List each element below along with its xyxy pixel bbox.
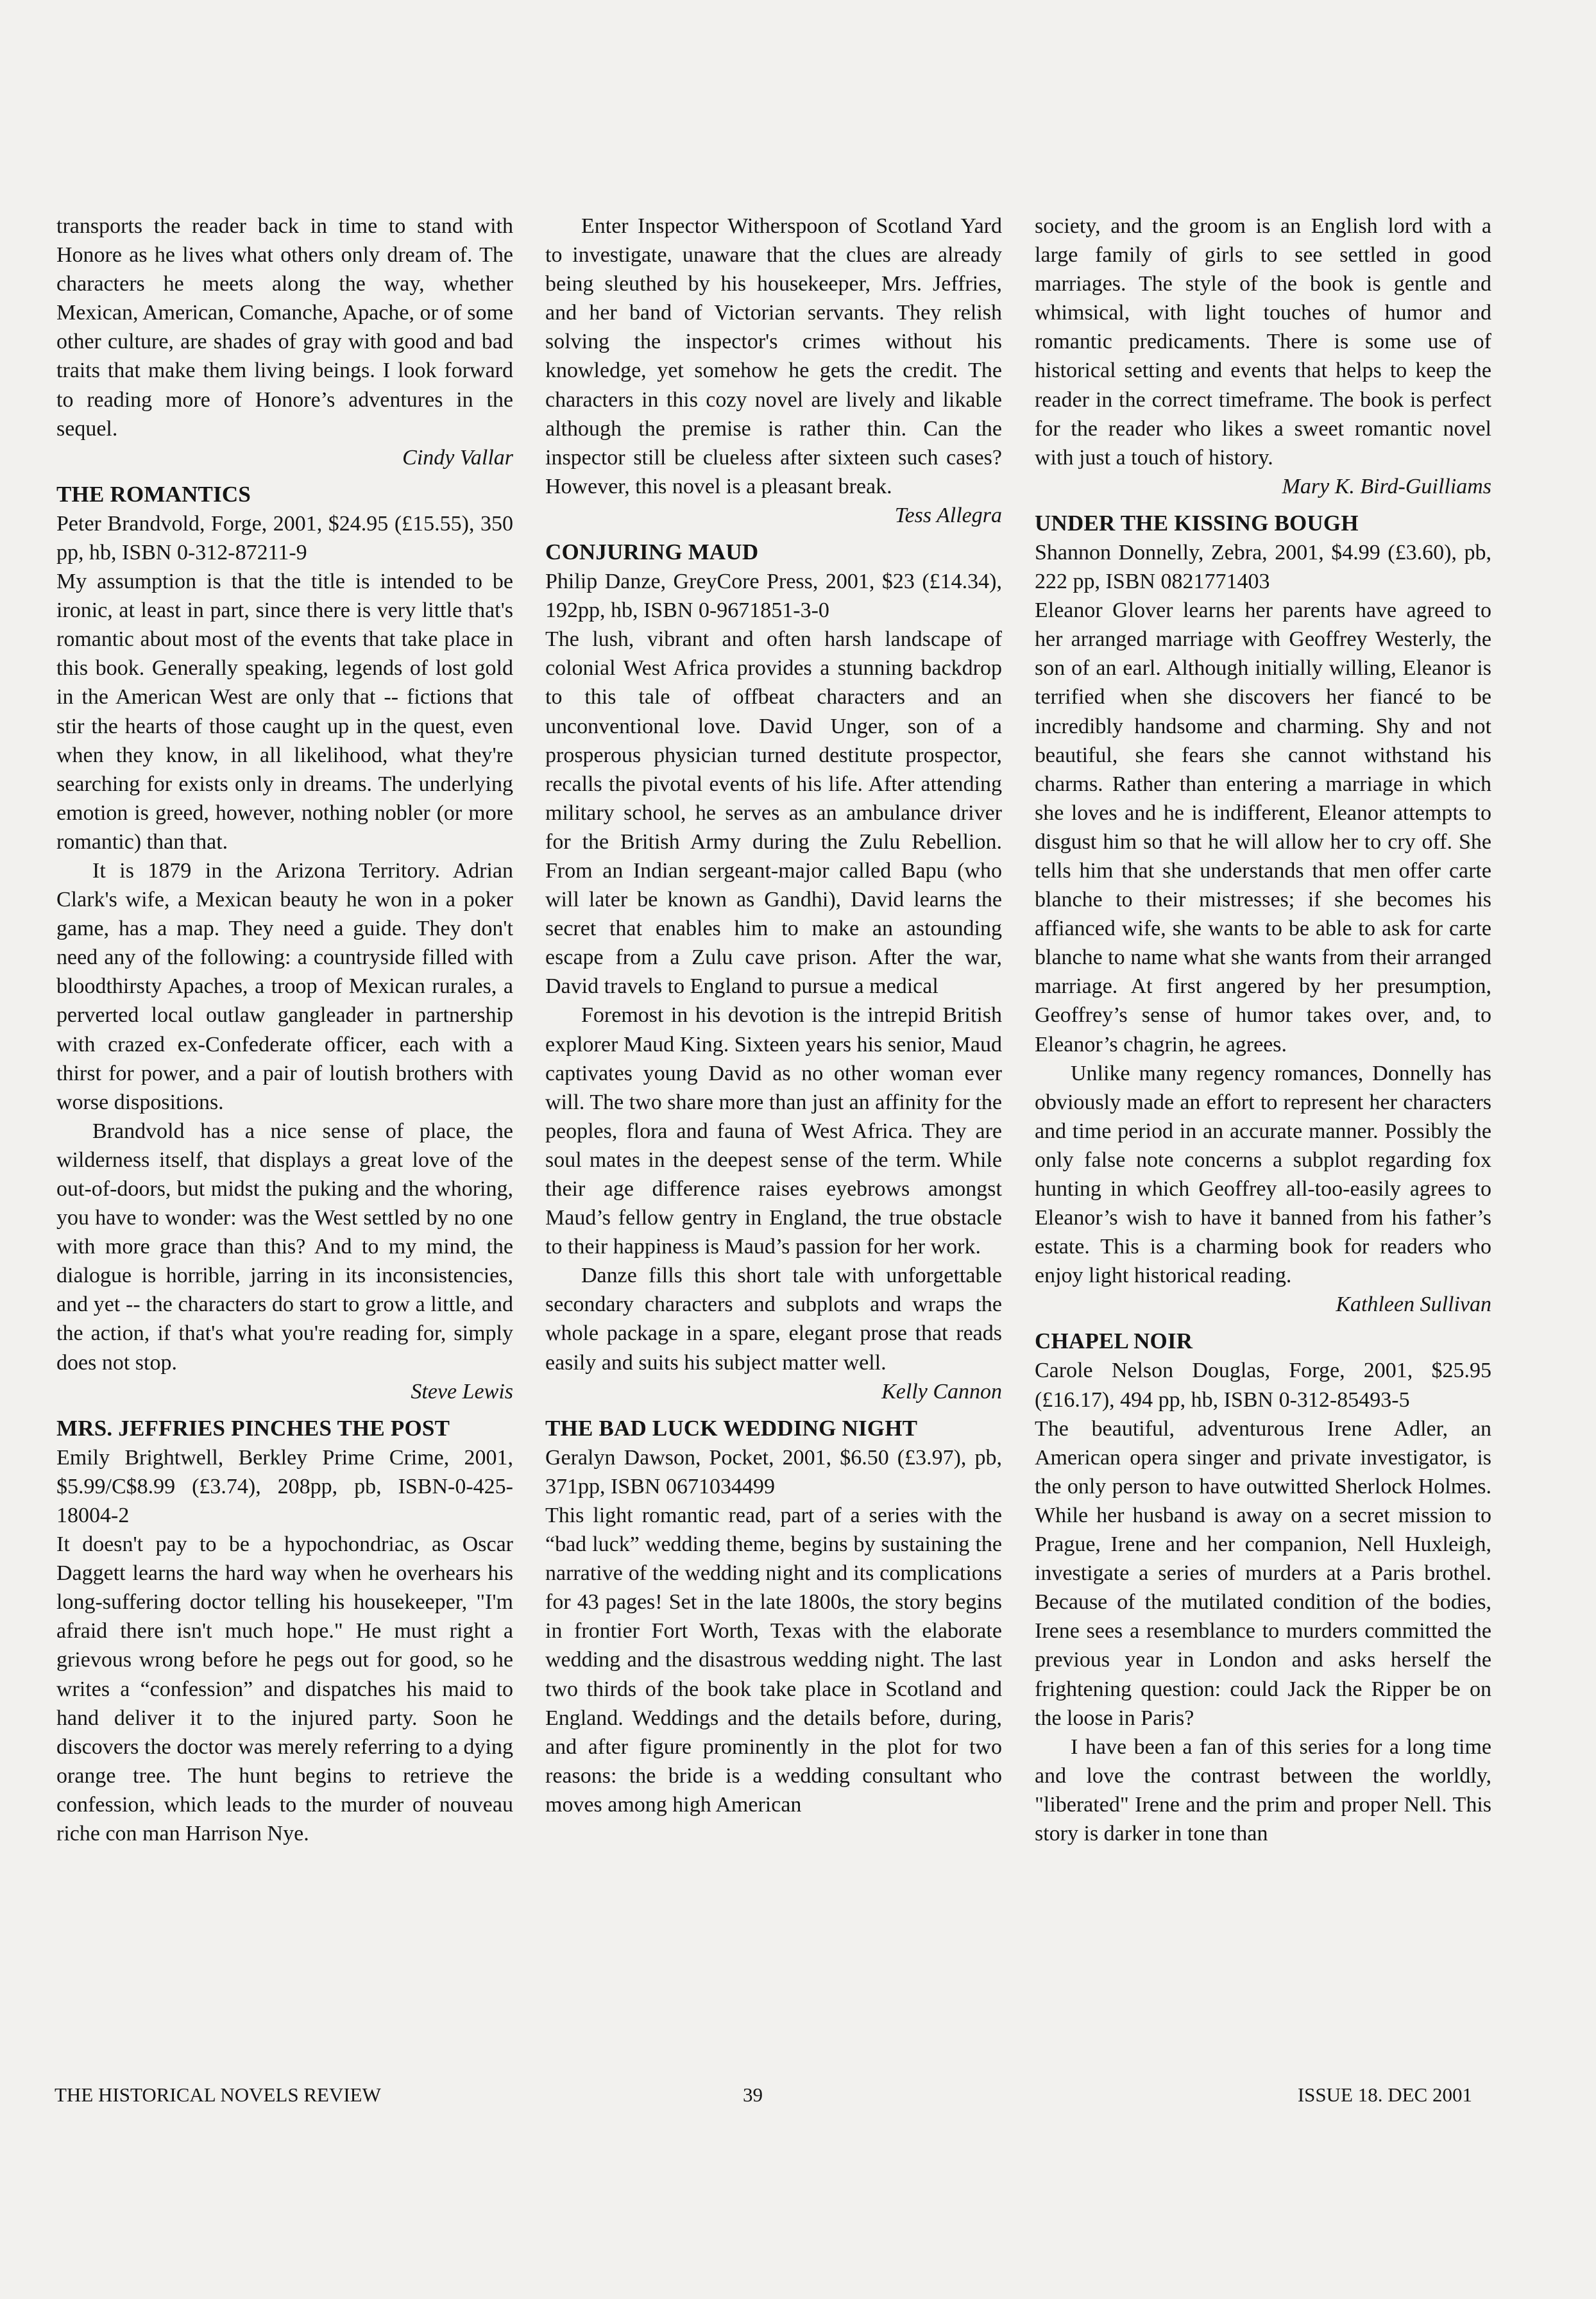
review-title: THE BAD LUCK WEDDING NIGHT bbox=[545, 1415, 918, 1441]
review-paragraph: Unlike many regency romances, Donnelly has obviously made an effort to represent her characters and time period in an accurate manner. Possibly the only false note concerns a subplot regarding fox hunting in which Geoffrey all-too-easily agrees to Eleanor’s wish to have it banned from his father’s estate. This is a charming book for readers who enjoy light historical reading. bbox=[1035, 1061, 1491, 1288]
reviewer-name: Mary K. Bird-Guilliams bbox=[1282, 474, 1491, 498]
reviewer-name: Kelly Cannon bbox=[881, 1379, 1002, 1404]
column-3 bbox=[1035, 212, 1491, 1848]
review-title: CONJURING MAUD bbox=[545, 539, 759, 565]
review-meta: Philip Danze, GreyCore Press, 2001, $23 (£14.34), 192pp, hb, ISBN 0-9671851-3-0 bbox=[545, 570, 1002, 623]
review-meta: Peter Brandvold, Forge, 2001, $24.95 (£15.55), 350 pp, hb, ISBN 0-312-87211-9 bbox=[56, 511, 513, 564]
review-paragraph: It doesn't pay to be a hypochondriac, as Oscar Daggett learns the hard way when he overhears his long-suffering doctor telling his housekeeper, "I'm afraid there isn't much hope." He must right a grievous wrong before he pegs out for good, so he writes a “confession” and dispatches his maid to hand deliver it to the injured party. Soon he discovers the doctor was merely referring to a dying orange tree. The hunt begins to retrieve the confession, which leads to the murder of nouveau riche con man Harrison Nye. bbox=[56, 1532, 513, 1845]
review-meta: Geralyn Dawson, Pocket, 2001, $6.50 (£3.97), pb, 371pp, ISBN 0671034499 bbox=[545, 1445, 1002, 1498]
column-1 bbox=[56, 212, 513, 1848]
review-paragraph: The beautiful, adventurous Irene Adler, an American opera singer and private investigator, is the only person to have outwitted Sherlock Holmes. While her husband is away on a secret mission to Prague, Irene and her companion, Nell Huxleigh, investigate a series of murders at a Paris brothel. Because of the mutilated condition of the bodies, Irene sees a resemblance to murders committed the previous year in London and asks herself the frightening question: could Jack the Ripper be on the loose in Paris? bbox=[1035, 1416, 1491, 1730]
review-paragraph: It is 1879 in the Arizona Territory. Adrian Clark's wife, a Mexican beauty he won in a poker game, has a map. They need a guide. They don't need any of the following: a countryside filled with bloodthirsty Apaches, a troop of Mexican rurales, a perverted local outlaw gangleader in partnership with crazed ex-Confederate officer, each with a thirst for power, and a pair of loutish brothers with worse dispositions. bbox=[56, 858, 513, 1114]
review-paragraph: Brandvold has a nice sense of place, the wilderness itself, that displays a great love of the out-of-doors, but midst the puking and the whoring, you have to wonder: was the West settled by no one with more grace than this? And to my mind, the dialogue is horrible, jarring in its inconsistencies, and yet -- the characters do start to grow a little, and the action, if that's what you're reading for, simply does not stop. bbox=[56, 1119, 513, 1375]
page-footer bbox=[55, 2080, 1472, 2110]
review-paragraph: I have been a fan of this series for a long time and love the contrast between the worldly, "liberated" Irene and the prim and proper Nell. This story is darker in tone than bbox=[1035, 1735, 1491, 1845]
review-meta: Carole Nelson Douglas, Forge, 2001, $25.95 (£16.17), 494 pp, hb, ISBN 0-312-85493-5 bbox=[1035, 1359, 1491, 1412]
reviewer-name: Steve Lewis bbox=[411, 1379, 513, 1404]
continued-review-text: society, and the groom is an English lord with a large family of girls to see settled in good marriages. The style of the book is gentle and whimsical, with light touches of humor and romantic predicaments. There is some use of historical setting and events that helps to keep the reader in the correct timeframe. The book is perfect for the reader who likes a sweet romantic novel with just a touch of history. bbox=[1035, 214, 1491, 470]
review-paragraph: This light romantic read, part of a series with the “bad luck” wedding theme, begins by sustaining the narrative of the wedding night and its complications for 43 pages! Set in the late 1800s, the story begins in frontier Fort Worth, Texas with the elaborate wedding and the disastrous wedding night. The last two thirds of the book take place in Scotland and England. Weddings and the details before, during, and after figure prominently in the plot for two reasons: the bride is a wedding consultant who moves among high American bbox=[545, 1503, 1002, 1817]
review-paragraph: Danze fills this short tale with unforgettable secondary characters and subplots and wraps the whole package in a spare, elegant prose that reads easily and suits his subject matter well. bbox=[545, 1264, 1002, 1375]
reviewer-name: Tess Allegra bbox=[894, 503, 1002, 527]
review-title: MRS. JEFFRIES PINCHES THE POST bbox=[56, 1415, 450, 1441]
review-title: UNDER THE KISSING BOUGH bbox=[1035, 510, 1359, 536]
continued-review-text: Enter Inspector Witherspoon of Scotland Yard to investigate, unaware that the clues are already being sleuthed by his housekeeper, Mrs. Jeffries, and her band of Victorian servants. They relish solving the inspector's crimes without his knowledge, yet somehow he gets the credit. The characters in this cozy novel are lively and likable although the premise is rather thin. Can the inspector still be clueless after sixteen such cases? However, this novel is a pleasant break. bbox=[545, 214, 1002, 498]
column-2 bbox=[545, 212, 1002, 1819]
review-paragraph: Foremost in his devotion is the intrepid British explorer Maud King. Sixteen years his senior, Maud captivates young David as no other woman ever will. The two share more than just an affinity for the peoples, flora and fauna of West Africa. They are soul mates in the deepest sense of the term. While their age difference raises eyebrows amongst Maud’s fellow gentry in England, the true obstacle to their happiness is Maud’s passion for her work. bbox=[545, 1003, 1002, 1259]
journal-name: THE HISTORICAL NOVELS REVIEW bbox=[55, 2083, 381, 2106]
review-title: CHAPEL NOIR bbox=[1035, 1328, 1193, 1354]
continued-review-text: transports the reader back in time to stand with Honore as he lives what others only dream of. The characters he meets along the way, whether Mexican, American, Comanche, Apache, or of some other culture, are shades of gray with good and bad traits that make them living beings. I look forward to reading more of Honore’s adventures in the sequel. bbox=[56, 214, 513, 441]
page-number: 39 bbox=[743, 2083, 763, 2106]
reviewer-name: Kathleen Sullivan bbox=[1336, 1293, 1491, 1317]
review-meta: Shannon Donnelly, Zebra, 2001, $4.99 (£3.60), pb, 222 pp, ISBN 0821771403 bbox=[1035, 540, 1491, 594]
review-meta: Emily Brightwell, Berkley Prime Crime, 2001, $5.99/C$8.99 (£3.74), 208pp, pb, ISBN-0-425-18004-2 bbox=[56, 1445, 513, 1527]
reviewer-name: Cindy Vallar bbox=[402, 445, 513, 470]
issue-label: ISSUE 18. DEC 2001 bbox=[1297, 2083, 1472, 2106]
review-paragraph: The lush, vibrant and often harsh landscape of colonial West Africa provides a stunning backdrop to this tale of offbeat characters and an unconventional love. David Unger, son of a prosperous physician turned destitute prospector, recalls the pivotal events of his life. After attending military school, he serves as an ambulance driver for the British Army during the Zulu Rebellion. From an Indian sergeant-major called Bapu (who will later be known as Gandhi), David learns the secret that enables him to make an astounding escape from a Zulu cave prison. After the war, David travels to England to pursue a medical bbox=[545, 627, 1002, 999]
review-paragraph: My assumption is that the title is intended to be ironic, at least in part, since there is very little that's romantic about most of the events that take place in this book. Generally speaking, legends of lost gold in the American West are only that -- fictions that stir the hearts of those caught up in the quest, even when they know, in all likelihood, what they're searching for exists only in dreams. The underlying emotion is greed, however, nothing nobler (or more romantic) than that. bbox=[56, 570, 513, 854]
review-paragraph: Eleanor Glover learns her parents have agreed to her arranged marriage with Geoffrey Westerly, the son of an earl. Although initially willing, Eleanor is terrified when she discovers her fiancé to be incredibly handsome and charming. Shy and not beautiful, she fears she cannot withstand his charms. Rather than entering a marriage in which she loves and he is indifferent, Eleanor attempts to disgust him so that he will allow her to cry off. She tells him that she understands that men offer carte blanche to their mistresses; if she becomes his affianced wife, she wants to be able to ask for carte blanche to name what she wants from their arranged marriage. At first angered by her presumption, Geoffrey’s sense of humor takes over, and, to Eleanor’s chagrin, he agrees. bbox=[1035, 598, 1491, 1056]
review-title: THE ROMANTICS bbox=[56, 481, 251, 507]
